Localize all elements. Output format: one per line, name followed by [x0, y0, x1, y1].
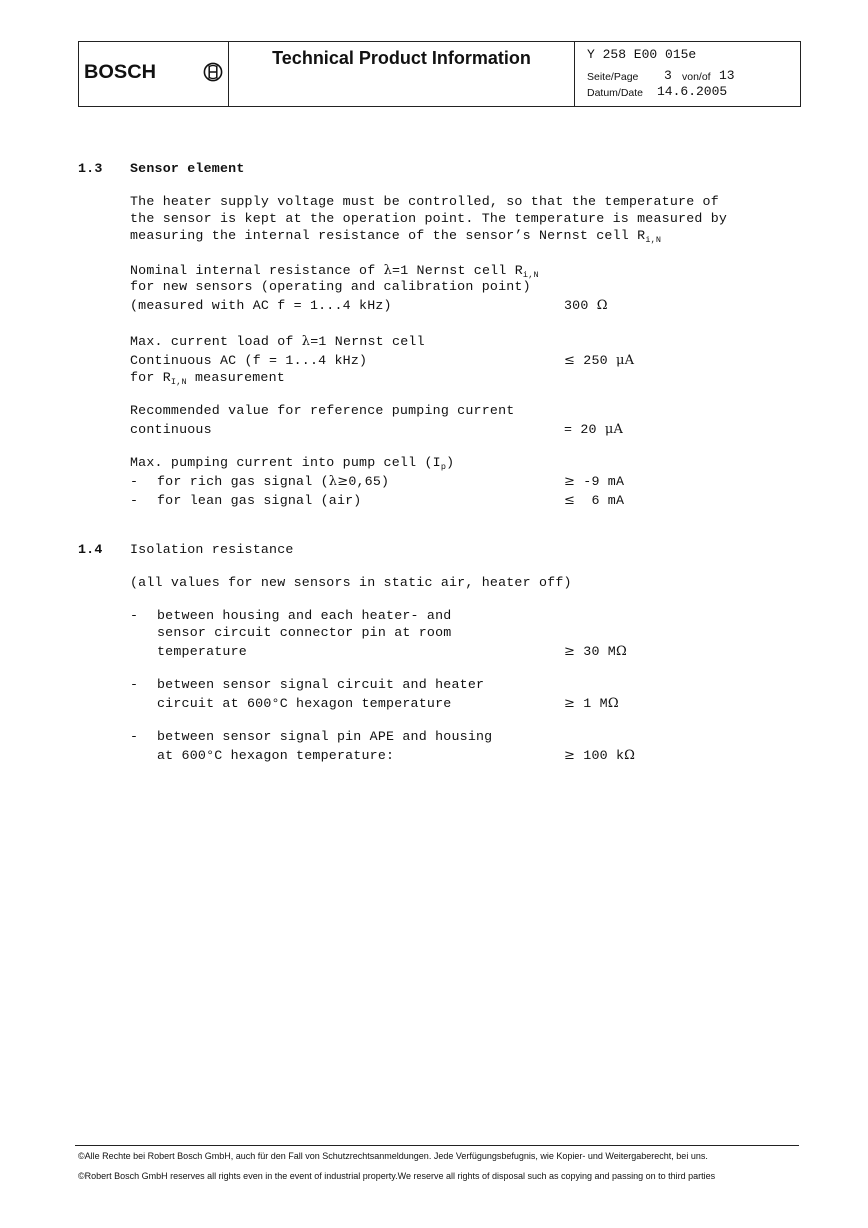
paragraph-line: measuring the internal resistance of the sensor’s Nernst cell $R_{i,N}$	[130, 228, 662, 245]
list-item: for rich gas signal (λ≥0,65)	[157, 474, 390, 489]
section-title: Isolation resistance	[130, 542, 294, 557]
list-dash: -	[130, 729, 139, 744]
list-item: circuit at 600°C hexagon temperature	[157, 696, 452, 711]
document-date: 14.6.2005	[657, 84, 728, 99]
spec-label: for $R_{I,N}$ measurement	[130, 370, 285, 387]
spec-label: for new sensors (operating and calibration point)	[130, 279, 531, 294]
list-item: between sensor signal circuit and heater	[157, 677, 485, 692]
bosch-logo: BOSCH	[84, 62, 157, 83]
list-item: temperature	[157, 644, 247, 659]
bosch-armature-icon	[203, 62, 223, 82]
spec-value: ≥ 100 kΩ	[564, 748, 636, 763]
section-note: (all values for new sensors in static air, heater off)	[130, 575, 572, 590]
of-label: von/of	[682, 71, 711, 83]
section-number: 1.3	[78, 161, 103, 176]
page-number: 3	[664, 68, 672, 83]
paragraph-line: the sensor is kept at the operation point. The temperature is measured by	[130, 211, 728, 226]
spec-label: Recommended value for reference pumping current	[130, 403, 515, 418]
section-title: Sensor element	[130, 161, 245, 176]
spec-value: ≥ 30 MΩ	[564, 644, 627, 659]
date-label: Datum/Date	[587, 87, 644, 99]
list-dash: -	[130, 608, 139, 623]
list-dash: -	[130, 474, 139, 489]
spec-label: Nominal internal resistance of λ=1 Nernst cell $R_{i,N}$	[130, 263, 539, 280]
spec-label: Continuous AC (f = 1...4 kHz)	[130, 353, 368, 368]
document-header	[78, 41, 801, 107]
page-label: Seite/Page	[587, 71, 639, 83]
spec-value: ≥ 1 MΩ	[564, 696, 619, 711]
list-item: for lean gas signal (air)	[157, 493, 362, 508]
list-dash: -	[130, 493, 139, 508]
list-item: between sensor signal pin APE and housing	[157, 729, 493, 744]
list-item: at 600°C hexagon temperature:	[157, 748, 395, 763]
spec-label: continuous	[130, 422, 212, 437]
paragraph-line: The heater supply voltage must be controlled, so that the temperature of	[130, 194, 719, 209]
document-number: Y 258 E00 015e	[587, 47, 697, 62]
spec-value: ≤ 250 μA	[564, 353, 635, 368]
list-item: between housing and each heater- and	[157, 608, 452, 623]
list-item: sensor circuit connector pin at room	[157, 625, 452, 640]
spec-value: ≥ -9 mA	[564, 474, 625, 489]
section-number: 1.4	[78, 542, 103, 557]
list-dash: -	[130, 677, 139, 692]
document-meta	[574, 42, 801, 106]
footer-copyright-de: ©Alle Rechte bei Robert Bosch GmbH, auch für den Fall von Schutzrechtsanmeldungen. Jede Verfügungsbefugnis, wie Kopier- und Weitergaberecht, bei uns.	[78, 1151, 708, 1161]
spec-label: Max. pumping current into pump cell $(I_p)$	[130, 455, 455, 472]
document-title: Technical Product Information	[272, 48, 531, 68]
logo-cell	[79, 42, 229, 106]
spec-value: ≤ 6 mA	[564, 493, 625, 508]
footer-divider	[75, 1145, 799, 1146]
spec-value: 300 Ω	[564, 298, 608, 313]
spec-value: = 20 μA	[564, 422, 624, 437]
footer-copyright-en: ©Robert Bosch GmbH reserves all rights even in the event of industrial property.We reserve all rights of disposal such as copying and passing on to third parties	[78, 1171, 716, 1181]
page-total: 13	[719, 68, 735, 83]
spec-label: Max. current load of λ=1 Nernst cell	[130, 334, 425, 349]
spec-label: (measured with AC f = 1...4 kHz)	[130, 298, 392, 313]
